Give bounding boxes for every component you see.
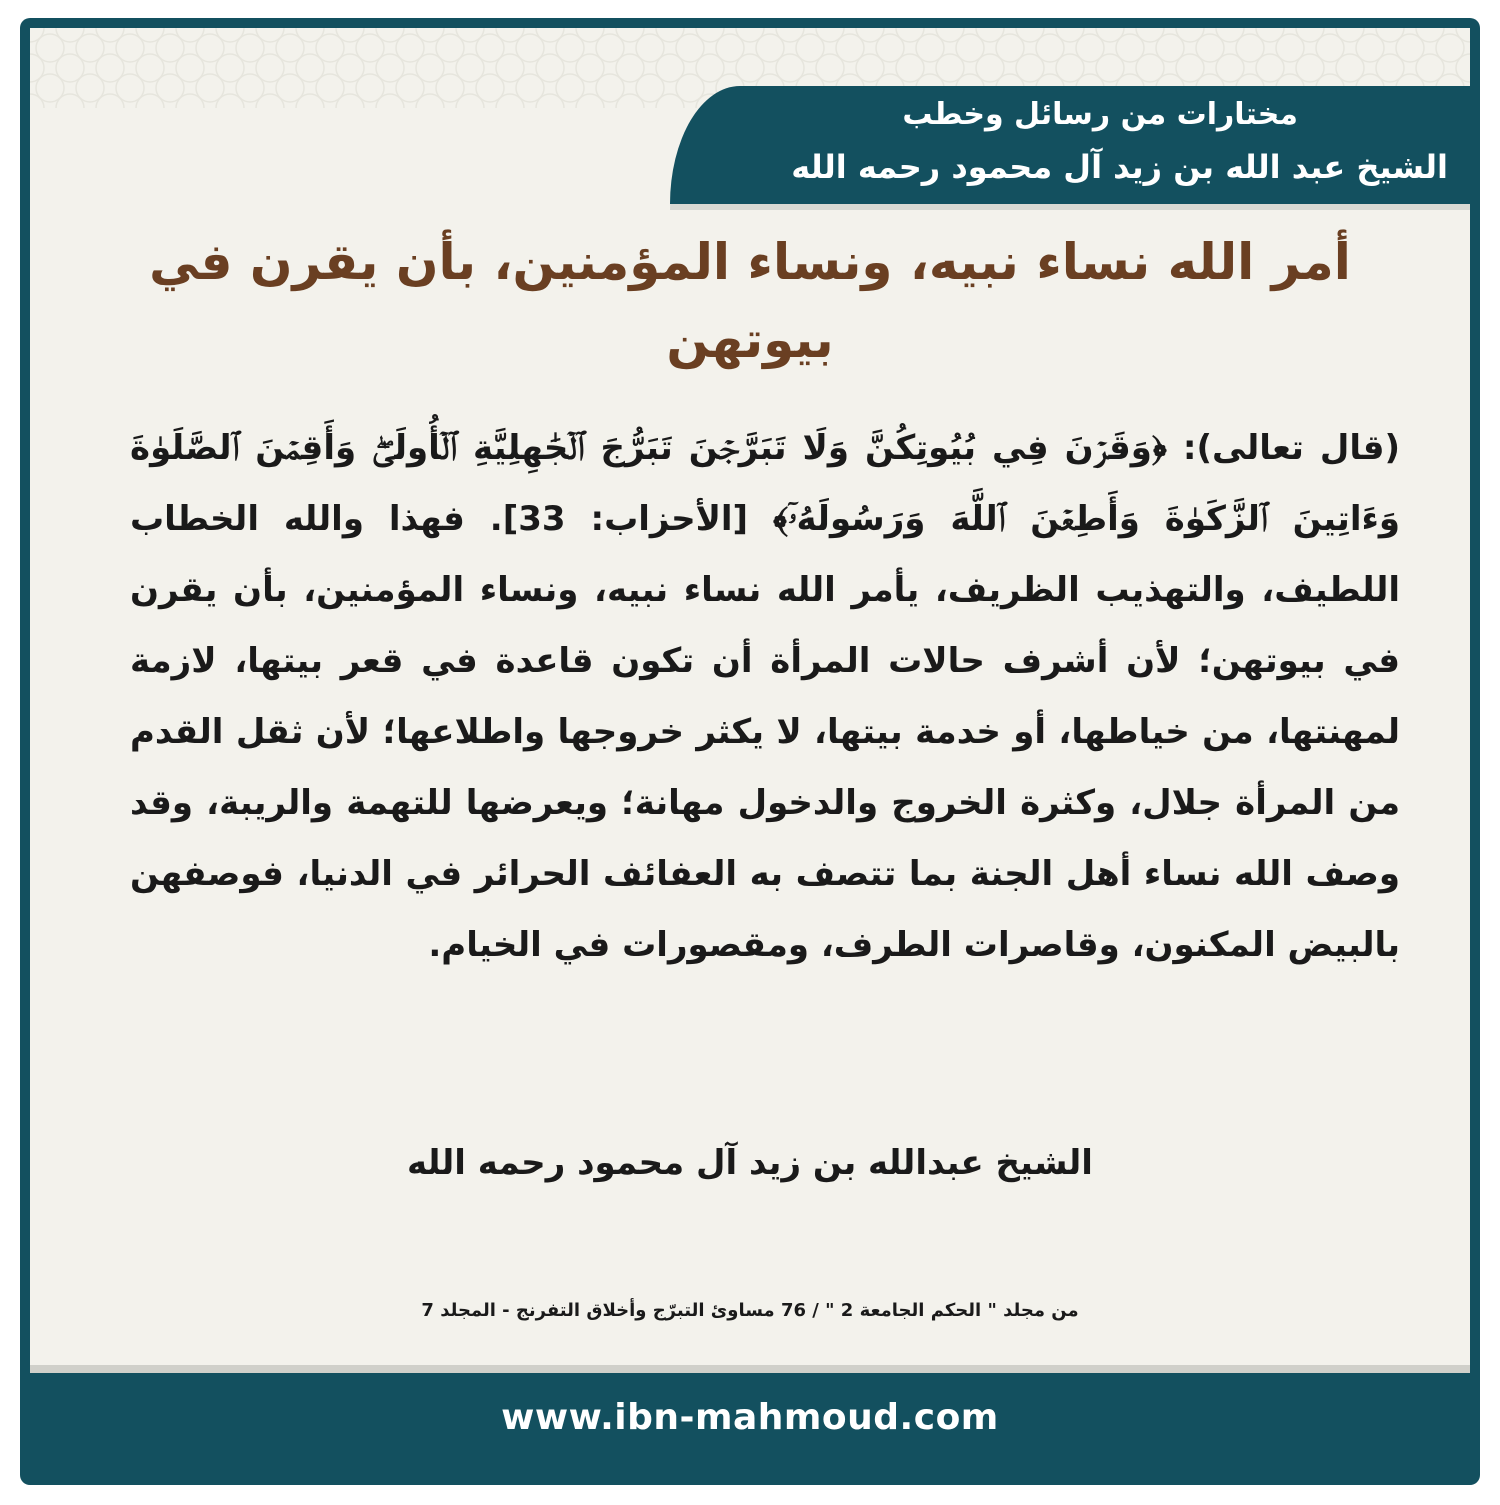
- website-link[interactable]: www.ibn-mahmoud.com: [501, 1397, 999, 1438]
- author-signature: الشيخ عبدالله بن زيد آل محمود رحمه الله: [407, 1143, 1093, 1183]
- header-subtitle: مختارات من رسائل وخطب: [902, 97, 1298, 132]
- article-title: أمر الله نساء نبيه، ونساء المؤمنين، بأن يقرن في بيوتهن: [149, 233, 1351, 369]
- page-frame: [20, 18, 1480, 1485]
- header-banner: [670, 86, 1470, 204]
- header-author: الشيخ عبد الله بن زيد آل محمود رحمه الله: [791, 148, 1448, 186]
- article-body: (قال تعالى): ﴿وَقَرۡنَ فِي بُيُوتِكُنَّ وَلَا تَبَرَّجۡنَ تَبَرُّجَ ٱلۡجَٰهِلِيَّةِ ٱلۡأُولَىٰۖ وَأَقِمۡنَ ٱلصَّلَوٰةَ وَءَاتِينَ ٱلزَّكَوٰةَ وَأَطِعۡنَ ٱللَّهَ وَرَسُولَهُۥٓ﴾ [الأحزاب: 33]. فهذا والله الخطاب اللطيف، والتهذيب الظريف، يأمر الله نساء نبيه، ونساء المؤمنين، بأن يقرن في بيوتهن؛ لأن أشرف حالات المرأة أن تكون قاعدة في قعر بيتها، لازمة لمهنتها، من خياطها، أو خدمة بيتها، لا يكثر خروجها واطلاعها؛ لأن ثقل القدم من المرأة جلال، وكثرة الخروج والدخول مهانة؛ ويعرضها للتهمة والريبة، وقد وصف الله نساء أهل الجنة بما تتصف به العفائف الحرائر في الدنيا، فوصفهن بالبيض المكنون، وقاصرات الطرف، ومقصورات في الخيام.: [130, 428, 1400, 965]
- content-card: [30, 28, 1470, 1373]
- source-reference: من مجلد " الحكم الجامعة 2 " / 76 مساوئ التبرّج وأخلاق التفرنج - المجلد 7: [421, 1300, 1079, 1321]
